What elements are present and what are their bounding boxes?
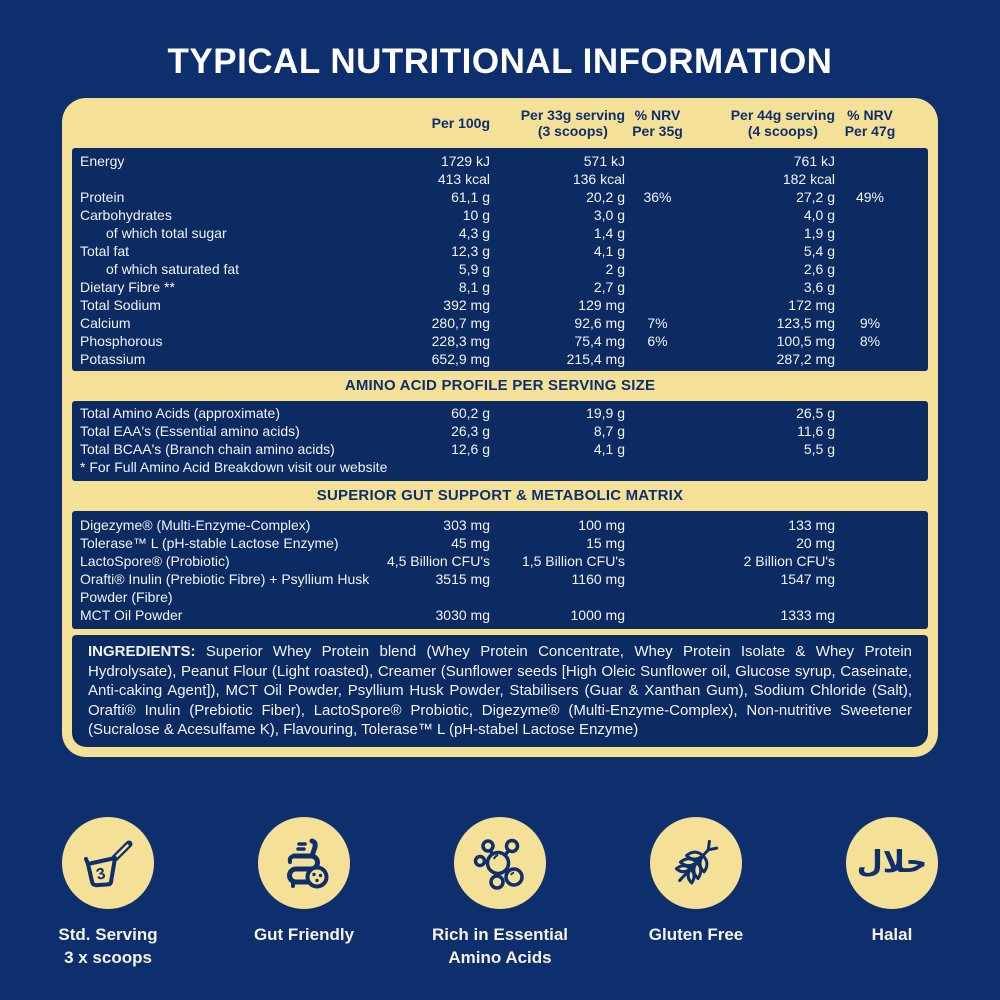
nrv-47g: 9%	[859, 315, 881, 331]
v-100g: 652,9 mg	[431, 351, 490, 367]
v-100g: 228,3 mg	[431, 333, 490, 349]
v-100g: 45 mg	[451, 535, 490, 551]
v-100g: 1729 kJ	[440, 153, 490, 169]
v-44g: 1,9 g	[803, 225, 835, 241]
row-label: Protein	[80, 189, 125, 205]
nrv-35g: 6%	[647, 333, 668, 349]
v-44g: 2 Billion CFU's	[743, 553, 835, 569]
v-33g: 19,9 g	[586, 405, 625, 421]
badge-label: Std. Serving 3 x scoops	[58, 924, 158, 967]
ingredients-label: INGREDIENTS:	[88, 643, 196, 660]
row-label: Carbohydrates	[80, 207, 172, 223]
table-row	[72, 152, 928, 170]
table-row	[72, 552, 928, 570]
nrv-47g: 49%	[855, 189, 885, 205]
v-100g: 413 kcal	[437, 171, 490, 187]
v-100g: 3030 mg	[435, 607, 490, 623]
row-label: Total Amino Acids (approximate)	[80, 405, 280, 421]
gut-icon	[258, 817, 350, 909]
row-label: Dietary Fibre **	[80, 279, 175, 295]
v-44g: 2,6 g	[803, 261, 835, 277]
table-row	[72, 278, 928, 296]
v-44g: 1333 mg	[780, 607, 835, 623]
table-header-row	[72, 98, 928, 148]
table-row	[72, 296, 928, 314]
badge-label: Halal	[871, 924, 913, 944]
v-44g: 182 kcal	[782, 171, 835, 187]
v-44g: 1547 mg	[780, 571, 835, 587]
badge-label: Rich in Essential Amino Acids	[431, 924, 569, 967]
molecule-icon	[454, 817, 546, 909]
ingredients-text: INGREDIENTS: Superior Whey Protein blend (Whey Protein Concentrate, Whey Protein Isolate & Whey Protein Hydrolysate), Peanut Flour (Light roasted), Creamer (Sunflower seeds [High Oleic Sunflower oil, Glucose syrup, Caseinate, Anti-caking Agent]), MCT Oil Powder, Psyllium Husk Powder, Stabilisers (Guar & Xanthan Gum), Sodium Chloride (Salt), Orafti® Inulin (Prebiotic Fiber), LactoSpore® Probiotic, Digezyme® (Multi-Enzyme-Complex), Non-nutritive Sweetener (Sucralose & Acesulfame K), Flavouring, Tolerase™ L (pH-stabel Lactose Enzyme)	[88, 643, 913, 738]
table-row	[72, 170, 928, 188]
v-100g: 303 mg	[443, 517, 490, 533]
v-100g: 4,3 g	[458, 225, 490, 241]
table-row	[72, 570, 928, 606]
v-44g: 287,2 mg	[776, 351, 835, 367]
row-label: Potassium	[80, 351, 146, 367]
v-33g: 75,4 mg	[574, 333, 625, 349]
table-row	[72, 422, 928, 440]
v-44g: 11,6 g	[797, 423, 835, 439]
v-33g: 3,0 g	[593, 207, 625, 223]
gut-section-header: SUPERIOR GUT SUPPORT & METABOLIC MATRIX	[316, 487, 684, 504]
v-33g: 100 mg	[578, 517, 625, 533]
badge-gluten-free	[598, 817, 794, 969]
row-label: of which total sugar	[106, 225, 227, 241]
v-44g: 4,0 g	[803, 207, 835, 223]
table-row	[72, 206, 928, 224]
badge-halal	[794, 817, 990, 969]
v-100g: 8,1 g	[458, 279, 490, 295]
v-100g: 61,1 g	[451, 189, 490, 205]
v-44g: 27,2 g	[796, 189, 835, 205]
row-label: Tolerase™ L (pH-stable Lactose Enzyme)	[80, 535, 339, 551]
v-33g: 20,2 g	[586, 189, 625, 205]
v-33g: 571 kJ	[583, 153, 625, 169]
gut-support-panel	[72, 511, 928, 629]
row-label: of which saturated fat	[106, 261, 240, 277]
v-33g: 2,7 g	[593, 279, 625, 295]
v-33g: 4,1 g	[593, 243, 625, 259]
v-100g: 4,5 Billion CFU's	[386, 553, 490, 569]
v-100g: 280,7 mg	[431, 315, 490, 331]
v-100g: 60,2 g	[451, 405, 490, 421]
scoop-icon	[62, 817, 154, 909]
table-row	[72, 516, 928, 534]
v-33g: 2 g	[605, 261, 625, 277]
badge-std-serving	[10, 817, 206, 969]
row-label: Digezyme® (Multi-Enzyme-Complex)	[80, 517, 311, 533]
v-33g: 4,1 g	[593, 441, 625, 457]
page-title: TYPICAL NUTRITIONAL INFORMATION	[167, 42, 833, 81]
v-100g: 392 mg	[443, 297, 490, 313]
badge-gut-friendly	[206, 817, 402, 969]
v-44g: 133 mg	[788, 517, 835, 533]
v-44g: 5,5 g	[803, 441, 835, 457]
v-33g: 1000 mg	[570, 607, 625, 623]
table-row	[72, 534, 928, 552]
row-label: Total fat	[80, 243, 130, 259]
v-44g: 172 mg	[788, 297, 835, 313]
v-44g: 26,5 g	[796, 405, 835, 421]
table-row	[72, 224, 928, 242]
v-100g: 5,9 g	[458, 261, 490, 277]
ingredients-panel	[72, 635, 928, 747]
v-44g: 123,5 mg	[776, 315, 835, 331]
badge-row	[0, 817, 1000, 969]
amino-panel	[72, 401, 928, 481]
v-100g: 12,6 g	[451, 441, 490, 457]
row-label: MCT Oil Powder	[80, 607, 183, 623]
v-33g: 215,4 mg	[566, 351, 625, 367]
v-33g: 15 mg	[586, 535, 625, 551]
v-44g: 3,6 g	[803, 279, 835, 295]
v-100g: 12,3 g	[451, 243, 490, 259]
v-44g: 761 kJ	[793, 153, 835, 169]
v-100g: 10 g	[462, 207, 490, 223]
col-header-nrv-35g: % NRV Per 35g	[632, 107, 683, 139]
nrv-35g: 36%	[643, 189, 672, 205]
table-row	[72, 440, 928, 458]
table-row	[72, 260, 928, 278]
nutrition-table-card	[62, 98, 938, 757]
v-33g: 1,5 Billion CFU's	[521, 553, 625, 569]
col-header-per-44g: Per 44g serving (4 scoops)	[730, 107, 835, 139]
badge-label: Gluten Free	[648, 924, 744, 944]
table-row	[72, 242, 928, 260]
v-33g: 136 kcal	[572, 171, 625, 187]
v-33g: 1160 mg	[571, 571, 625, 587]
row-label: LactoSpore® (Probiotic)	[80, 553, 230, 569]
v-44g: 100,5 mg	[776, 333, 835, 349]
table-row	[72, 350, 928, 368]
row-label: Calcium	[80, 315, 131, 331]
table-row	[72, 332, 928, 350]
v-44g: 20 mg	[796, 535, 835, 551]
macro-nutrient-panel	[72, 148, 928, 371]
svg-text:3: 3	[94, 864, 108, 884]
row-label: Total EAA's (Essential amino acids)	[80, 423, 300, 439]
row-label: Energy	[80, 153, 125, 169]
amino-section-header: AMINO ACID PROFILE PER SERVING SIZE	[344, 377, 656, 394]
v-33g: 92,6 mg	[574, 315, 625, 331]
v-33g: 8,7 g	[593, 423, 625, 439]
halal-arabic-glyph: حلال	[856, 844, 928, 880]
wheat-icon	[650, 817, 742, 909]
row-label: Phosphorous	[80, 333, 163, 349]
col-header-per-33g: Per 33g serving (3 scoops)	[520, 107, 625, 139]
amino-footnote: * For Full Amino Acid Breakdown visit our website	[80, 459, 388, 475]
v-33g: 129 mg	[578, 297, 625, 313]
table-row	[72, 188, 928, 206]
v-33g: 1,4 g	[593, 225, 625, 241]
badge-amino-acids	[402, 817, 598, 969]
row-label: Total BCAA's (Branch chain amino acids)	[80, 441, 335, 457]
halal-icon	[846, 817, 938, 909]
col-header-per-100g: Per 100g	[431, 115, 490, 131]
row-label: Total Sodium	[80, 297, 161, 313]
table-row	[72, 606, 928, 624]
v-100g: 26,3 g	[451, 423, 490, 439]
nrv-35g: 7%	[647, 315, 668, 331]
table-row	[72, 404, 928, 422]
table-row	[72, 314, 928, 332]
v-100g: 3515 mg	[435, 571, 490, 587]
nrv-47g: 8%	[859, 333, 881, 349]
badge-label: Gut Friendly	[253, 924, 355, 944]
col-header-nrv-47g: % NRV Per 47g	[844, 107, 896, 139]
v-44g: 5,4 g	[803, 243, 835, 259]
row-label: Orafti® Inulin (Prebiotic Fibre) + Psyllium Husk Powder (Fibre)	[80, 571, 370, 605]
